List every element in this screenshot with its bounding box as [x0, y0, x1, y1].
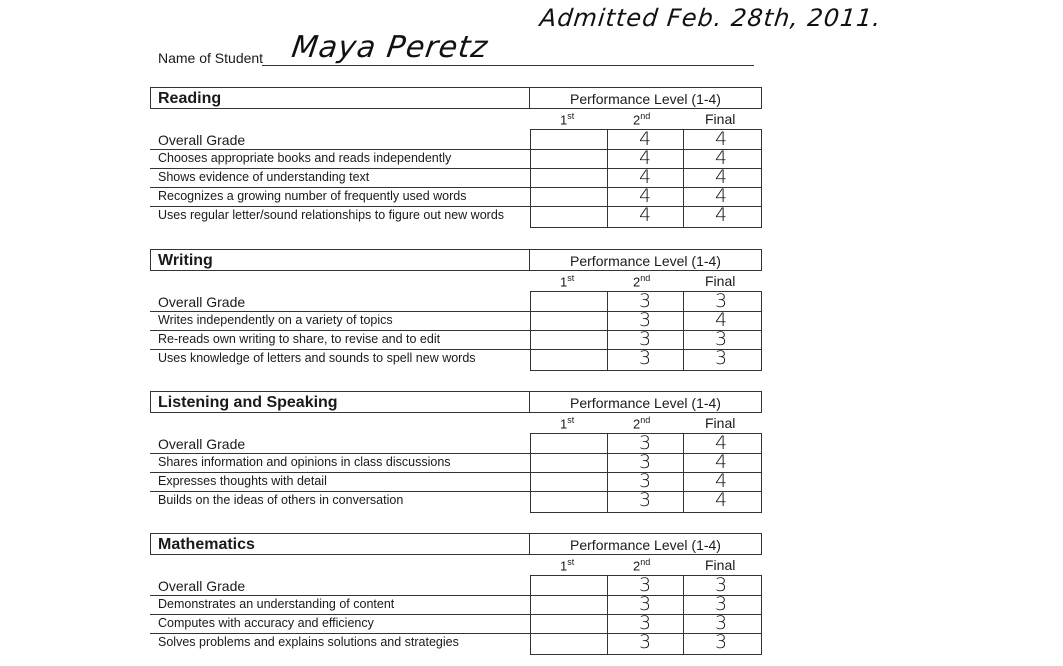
criterion-row: Recognizes a growing number of frequently used words — [150, 187, 530, 206]
grade-final[interactable]: 3 — [714, 631, 728, 653]
col-2nd-header: 2nd — [633, 557, 651, 574]
col-final-header: Final — [705, 557, 736, 573]
student-name[interactable]: Maya Peretz — [289, 30, 491, 65]
grade-2nd[interactable]: 3 — [638, 290, 652, 312]
overall-grade-label: Overall Grade — [158, 436, 246, 452]
criterion-row: Re-reads own writing to share, to revise and to edit — [150, 330, 530, 349]
performance-level-header: Performance Level (1-4) — [530, 391, 762, 413]
grade-2nd[interactable]: 3 — [638, 451, 652, 473]
grade-2nd[interactable]: 4 — [638, 185, 652, 207]
criterion-row: Shows evidence of understanding text — [150, 168, 530, 187]
grade-2nd[interactable]: 3 — [638, 432, 652, 454]
grade-final[interactable]: 3 — [714, 347, 728, 369]
grade-grid — [530, 433, 762, 513]
grade-final[interactable]: 3 — [714, 328, 728, 350]
col-2nd-header: 2nd — [633, 415, 651, 432]
grade-2nd[interactable]: 4 — [638, 128, 652, 150]
grade-2nd[interactable]: 4 — [638, 147, 652, 169]
section-title: Listening and Speaking — [150, 391, 530, 413]
name-of-student-label: Name of Student — [158, 50, 264, 66]
grade-final[interactable]: 4 — [714, 451, 728, 473]
criterion-row: Demonstrates an understanding of content — [150, 595, 530, 614]
grade-grid — [530, 129, 762, 228]
grade-grid — [530, 575, 762, 655]
col-1st-header: 1st — [560, 111, 575, 128]
grade-2nd[interactable]: 3 — [638, 470, 652, 492]
grade-final[interactable]: 3 — [714, 290, 728, 312]
grade-final[interactable]: 3 — [714, 612, 728, 634]
overall-grade-label: Overall Grade — [158, 578, 246, 594]
grade-final[interactable]: 3 — [714, 574, 728, 596]
criterion-row: Solves problems and explains solutions and strategies — [150, 633, 530, 652]
criterion-row: Shares information and opinions in class discussions — [150, 453, 530, 472]
section-reading — [150, 87, 762, 230]
col-1st-header: 1st — [560, 415, 575, 432]
grade-2nd[interactable]: 3 — [638, 631, 652, 653]
col-final-header: Final — [705, 415, 736, 431]
col-final-header: Final — [705, 111, 736, 127]
section-listening-speaking — [150, 391, 762, 515]
criterion-row: Uses regular letter/sound relationships to figure out new words — [150, 206, 530, 225]
admitted-date-annotation: Admitted Feb. 28th, 2011. — [538, 4, 883, 32]
col-final-header: Final — [705, 273, 736, 289]
performance-level-header: Performance Level (1-4) — [530, 87, 762, 109]
section-writing — [150, 249, 762, 373]
criterion-row: Builds on the ideas of others in conversation — [150, 491, 530, 510]
grade-final[interactable]: 4 — [714, 204, 728, 226]
criterion-row: Uses knowledge of letters and sounds to spell new words — [150, 349, 530, 368]
grade-2nd[interactable]: 4 — [638, 166, 652, 188]
performance-level-header: Performance Level (1-4) — [530, 533, 762, 555]
col-1st-header: 1st — [560, 557, 575, 574]
section-title: Mathematics — [150, 533, 530, 555]
section-mathematics — [150, 533, 762, 657]
grade-final[interactable]: 4 — [714, 432, 728, 454]
performance-level-header: Performance Level (1-4) — [530, 249, 762, 271]
grade-2nd[interactable]: 3 — [638, 309, 652, 331]
grade-2nd[interactable]: 4 — [638, 204, 652, 226]
section-title: Reading — [150, 87, 530, 109]
grade-final[interactable]: 4 — [714, 166, 728, 188]
grade-2nd[interactable]: 3 — [638, 347, 652, 369]
grade-final[interactable]: 4 — [714, 489, 728, 511]
overall-grade-label: Overall Grade — [158, 294, 246, 310]
section-title: Writing — [150, 249, 530, 271]
grade-final[interactable]: 4 — [714, 147, 728, 169]
grade-final[interactable]: 4 — [714, 309, 728, 331]
grade-final[interactable]: 3 — [714, 593, 728, 615]
grade-grid — [530, 291, 762, 371]
grade-final[interactable]: 4 — [714, 470, 728, 492]
grade-2nd[interactable]: 3 — [638, 612, 652, 634]
grade-2nd[interactable]: 3 — [638, 574, 652, 596]
criterion-row: Writes independently on a variety of topics — [150, 311, 530, 330]
col-2nd-header: 2nd — [633, 273, 651, 290]
grade-2nd[interactable]: 3 — [638, 593, 652, 615]
criterion-row: Computes with accuracy and efficiency — [150, 614, 530, 633]
criterion-row: Chooses appropriate books and reads independently — [150, 149, 530, 168]
grade-final[interactable]: 4 — [714, 185, 728, 207]
col-1st-header: 1st — [560, 273, 575, 290]
grade-2nd[interactable]: 3 — [638, 328, 652, 350]
grade-2nd[interactable]: 3 — [638, 489, 652, 511]
col-2nd-header: 2nd — [633, 111, 651, 128]
name-underline — [262, 65, 754, 66]
criterion-row: Expresses thoughts with detail — [150, 472, 530, 491]
grade-final[interactable]: 4 — [714, 128, 728, 150]
overall-grade-label: Overall Grade — [158, 132, 246, 148]
